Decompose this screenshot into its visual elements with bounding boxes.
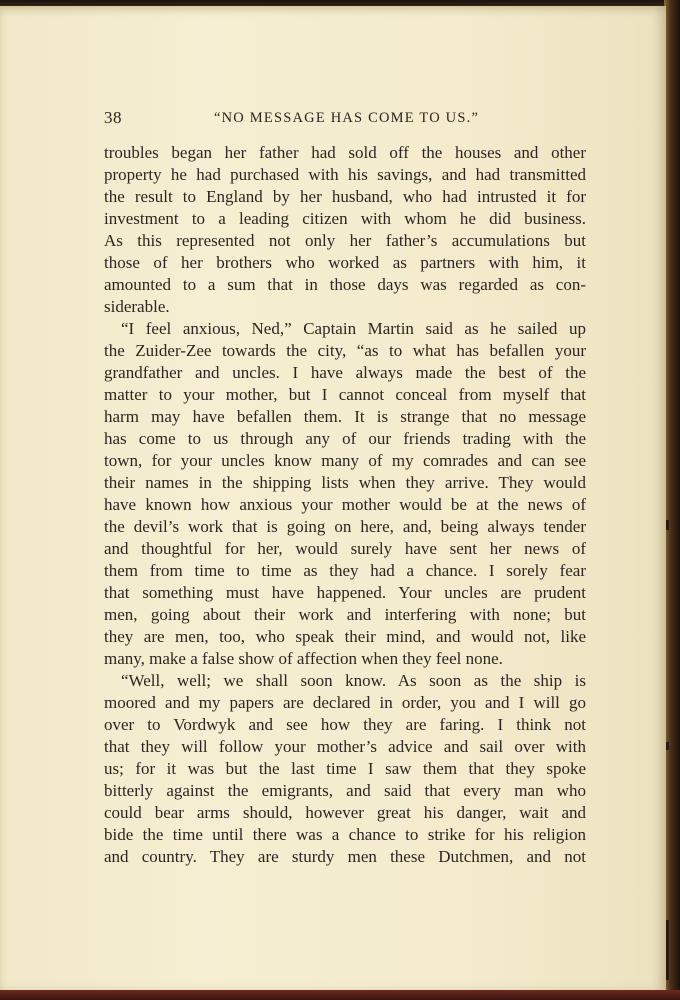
text-line: the Zuider-Zee towards the city, “as to what has befallen your xyxy=(104,341,586,360)
body-text xyxy=(104,142,586,868)
text-line: matter to your mother, but I cannot conceal from myself that xyxy=(104,385,586,404)
text-line: men, going about their work and interfering with none; but xyxy=(104,605,586,624)
margin-mark xyxy=(666,920,669,980)
running-head: “NO MESSAGE HAS COME TO US.” xyxy=(214,110,480,126)
text-line: could bear arms should, however great his danger, wait and xyxy=(104,803,586,822)
text-line: bide the time until there was a chance to strike for his religion xyxy=(104,825,586,844)
text-line: over to Vordwyk and see how they are faring. I think not xyxy=(104,715,586,734)
text-line: harm may have befallen them. It is strange that no message xyxy=(104,407,586,426)
text-line: town, for your uncles know many of my comrades and can see xyxy=(104,451,586,470)
text-line: bitterly against the emigrants, and said that every man who xyxy=(104,781,586,800)
right-book-edge xyxy=(664,0,680,1000)
text-line: many, make a false show of affection when they feel none. xyxy=(104,649,503,668)
text-line: amounted to a sum that in those days was regarded as con- xyxy=(104,275,586,294)
text-line: the devil’s work that is going on here, and, being always tender xyxy=(104,517,586,536)
margin-mark xyxy=(666,520,669,530)
text-line: investment to a leading citizen with whom he did business. xyxy=(104,209,586,228)
text-line: that they will follow your mother’s advice and sail over with xyxy=(104,737,586,756)
text-line: and country. They are sturdy men these Dutchmen, and not xyxy=(104,847,586,866)
page-header xyxy=(104,108,586,132)
text-line: the result to England by her husband, who had intrusted it for xyxy=(104,187,586,206)
text-line: has come to us through any of our friends trading with the xyxy=(104,429,586,448)
bottom-book-edge xyxy=(0,990,680,1000)
text-line: and thoughtful for her, would surely have sent her news of xyxy=(104,539,586,558)
text-line: they are men, too, who speak their mind, and would not, like xyxy=(104,627,586,646)
page-number: 38 xyxy=(104,108,122,127)
text-line: those of her brothers who worked as partners with him, it xyxy=(104,253,586,272)
text-line: grandfather and uncles. I have always made the best of the xyxy=(104,363,586,382)
margin-mark xyxy=(666,742,669,750)
text-line: moored and my papers are declared in order, you and I will go xyxy=(104,693,586,712)
text-line: property he had purchased with his savings, and had transmitted xyxy=(104,165,586,184)
text-line: troubles began her father had sold off the houses and other xyxy=(104,143,586,162)
text-line: that something must have happened. Your uncles are prudent xyxy=(104,583,586,602)
text-line: their names in the shipping lists when they arrive. They would xyxy=(104,473,586,492)
text-line: As this represented not only her father’s accumulations but xyxy=(104,231,586,250)
text-line: them from time to time as they had a chance. I sorely fear xyxy=(104,561,586,580)
text-line: siderable. xyxy=(104,297,170,316)
text-line: us; for it was but the last time I saw them that they spoke xyxy=(104,759,586,778)
text-line: “Well, well; we shall soon know. As soon as the ship is xyxy=(121,671,586,690)
text-line: “I feel anxious, Ned,” Captain Martin said as he sailed up xyxy=(121,319,586,338)
text-line: have known how anxious your mother would be at the news of xyxy=(104,495,586,514)
